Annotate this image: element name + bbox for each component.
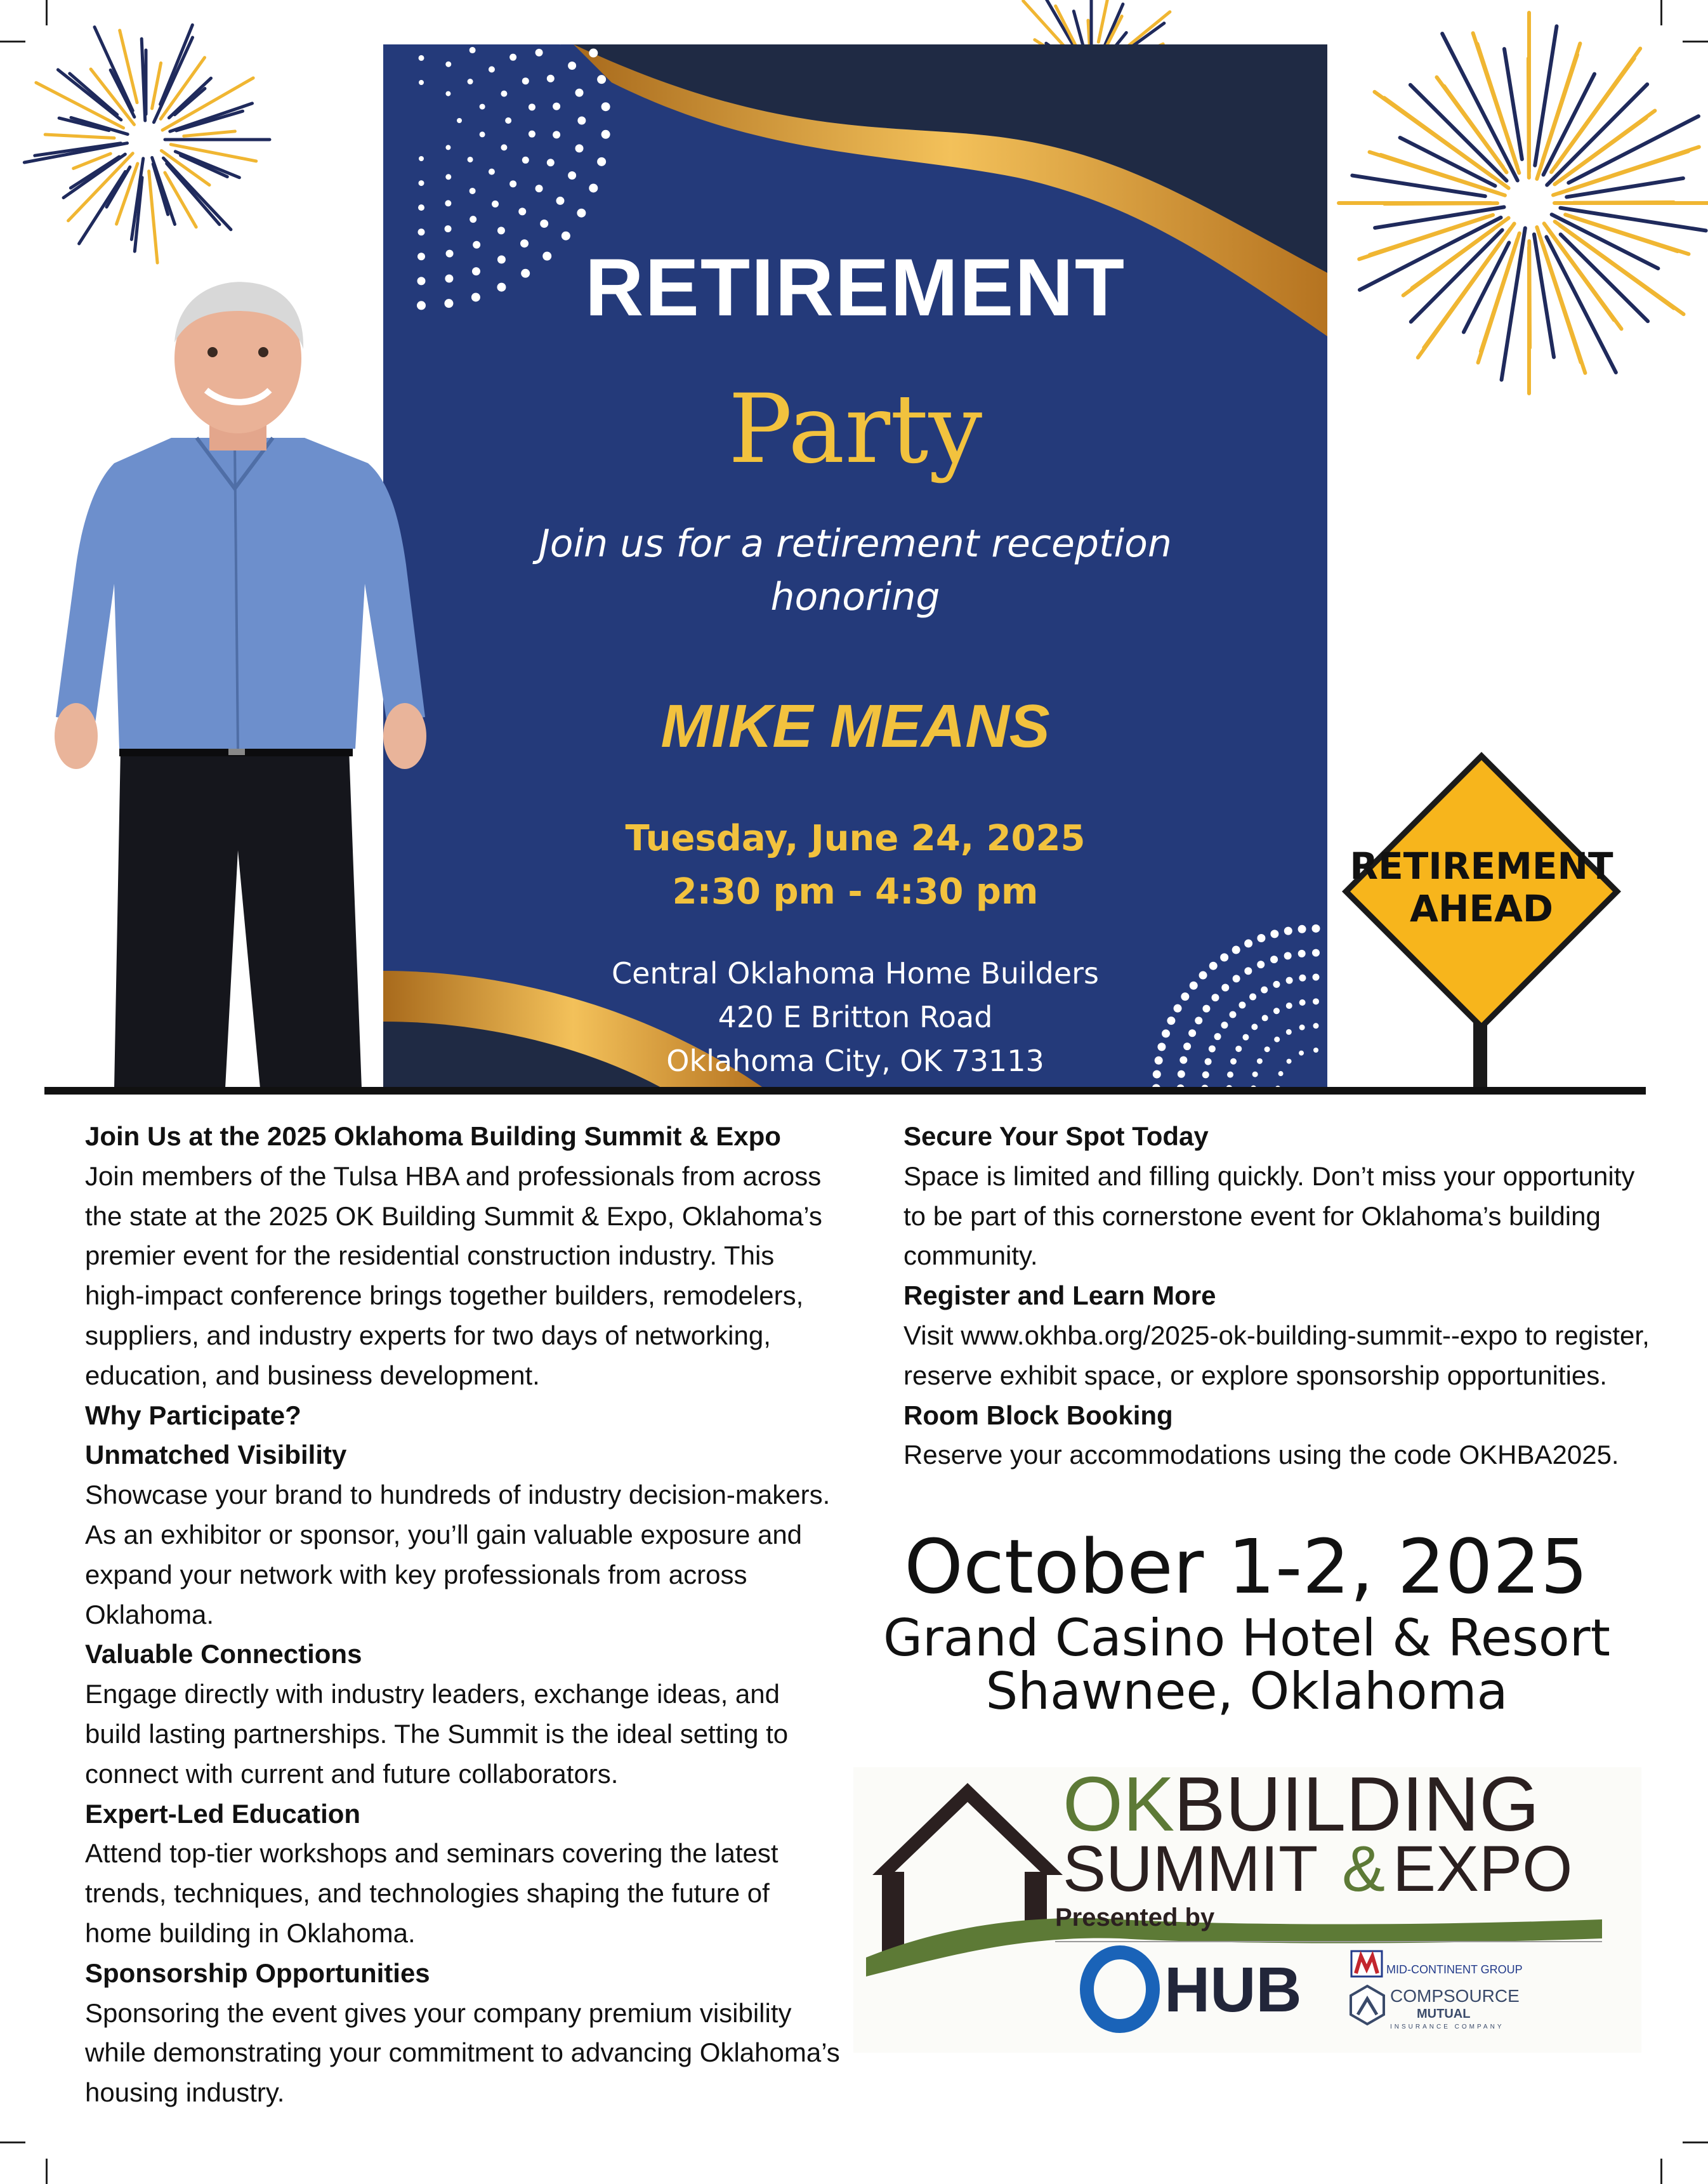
flyer-dot [1312, 924, 1320, 933]
flyer-dot [489, 169, 495, 175]
firework-ray [45, 135, 114, 138]
firework-burst-left [13, 13, 279, 279]
flyer-dot [518, 207, 526, 215]
flyer-dot [529, 131, 535, 138]
flyer-dot [501, 91, 507, 97]
firework-ray [152, 63, 161, 109]
section-heading: Join Us at the 2025 Oklahoma Building Summit & Expo [85, 1121, 781, 1151]
flyer-dot [468, 157, 473, 162]
flyer-address [383, 952, 1327, 1083]
logo-expo: EXPO [1393, 1832, 1573, 1905]
flyer-dot [553, 131, 560, 138]
section-heading: Valuable Connections [85, 1639, 362, 1669]
flyer-dot [445, 91, 450, 96]
event-venue-name: Grand Casino Hotel & Resort [883, 1608, 1610, 1668]
flyer-dot [577, 117, 586, 125]
flyer-subtitle: Party [728, 374, 983, 485]
firework-ray [184, 131, 235, 136]
compsource-insurance: INSURANCE COMPANY [1390, 2023, 1504, 2030]
firework-ray [171, 145, 256, 161]
event-venue [876, 1608, 1618, 1721]
event-venue-city: Shawnee, Oklahoma [985, 1662, 1508, 1721]
flyer-dot [509, 180, 516, 187]
firework-ray [161, 25, 193, 104]
flyer-time: 2:30 pm - 4:30 pm [672, 871, 1039, 912]
flyer-dot [497, 227, 505, 234]
mid-continent-name: MID-CONTINENT GROUP [1386, 1963, 1523, 1976]
ok-building-summit-logo [853, 1767, 1641, 2053]
event-dates: October 1-2, 2025 [904, 1523, 1588, 1610]
compsource-name: COMPSOURCE [1390, 1986, 1520, 2006]
flyer-dot [575, 89, 584, 97]
section-divider [44, 1087, 1646, 1095]
section-body: Showcase your brand to hundreds of industry decision-makers. As an exhibitor or sponsor, you’ll gain valuable exposure and expand your network with key professionals from across Oklahoma. [85, 1480, 831, 1629]
flyer-datetime [383, 812, 1327, 919]
flyer-dot [457, 118, 462, 123]
firework-ray [1481, 239, 1517, 352]
flyer-dot [1257, 934, 1265, 942]
firework-ray [1352, 176, 1485, 197]
section-heading: Register and Learn More [903, 1280, 1216, 1311]
left-column [85, 1117, 840, 2113]
section-body: Reserve your accommodations using the code OKHBA2025. [903, 1440, 1619, 1470]
flyer-dot [492, 201, 499, 207]
flyer-dot [1244, 939, 1252, 947]
sign-line1: RETIREMENT [1350, 845, 1613, 888]
honoree-name: MIKE MEANS [660, 692, 1050, 760]
flyer-dot [553, 103, 560, 110]
firework-ray [1573, 202, 1674, 203]
retirement-ahead-sign [1339, 749, 1624, 1091]
firework-ray [176, 111, 243, 131]
section-body: Visit www.okhba.org/2025-ok-building-summit--expo to register, reserve exhibit space, or explore sponsorship opportunities. [903, 1320, 1650, 1390]
flyer-dot [445, 225, 452, 232]
flyer-date: Tuesday, June 24, 2025 [625, 818, 1086, 859]
flyer-dot [419, 55, 424, 61]
flyer-dot [418, 228, 425, 235]
flyer-dot [419, 156, 424, 161]
flyer-venue-name: Central Oklahoma Home Builders [612, 956, 1099, 990]
flyer-dot [556, 197, 564, 205]
flyer-dot [1284, 927, 1292, 935]
crop-mark [1683, 2141, 1708, 2143]
flyer-dot [1270, 930, 1278, 938]
hub-wordmark: HUB [1164, 1954, 1302, 2025]
flyer-dot [522, 77, 529, 84]
flyer-dot [480, 131, 485, 137]
right-column [903, 1117, 1659, 1475]
firework-ray [107, 167, 130, 207]
section-heading: Sponsorship Opportunities [85, 1957, 430, 1988]
flyer-dot [529, 103, 535, 110]
firework-ray [1567, 178, 1683, 197]
firework-burst-right [1320, 0, 1708, 508]
logo-building: BUILDING [1174, 1767, 1540, 1847]
flyer-dot [480, 104, 485, 110]
flyer-dot [1298, 925, 1306, 933]
section-heading: Expert-Led Education [85, 1798, 361, 1829]
flyer-dot [589, 49, 598, 58]
flyer-dot [470, 47, 476, 53]
crop-mark [0, 2141, 25, 2143]
flyer-dot [522, 157, 529, 164]
section-body: Sponsoring the event gives your company premium visibility while demonstrating your commitment to advancing Oklahoma’s housing industry. [85, 1997, 840, 2108]
honoree-photo [44, 279, 438, 1088]
firework-ray [1477, 44, 1517, 167]
flyer-venue-city: Oklahoma City, OK 73113 [666, 1044, 1044, 1078]
retirement-flyer [383, 44, 1327, 1088]
crop-mark [1660, 2159, 1662, 2184]
flyer-invite-line: honoring [770, 575, 940, 619]
flyer-dot [535, 49, 543, 56]
logo-presented-by: Presented by [1055, 1904, 1215, 1931]
flyer-dot [470, 188, 476, 194]
flyer-venue-street: 420 E Britton Road [718, 1000, 993, 1034]
flyer-dot [547, 75, 555, 82]
firework-ray [1504, 49, 1522, 159]
section-heading: Why Participate? [85, 1400, 301, 1430]
flyer-dot [562, 232, 570, 240]
flyer-title: RETIREMENT [585, 242, 1126, 333]
flyer-dot [489, 66, 495, 72]
flyer-dot [419, 80, 424, 85]
flyer-dot [445, 200, 451, 206]
logo-ok: OK [1063, 1767, 1175, 1847]
flyer-invite [383, 517, 1327, 624]
flyer-dot [601, 130, 610, 139]
section-heading: Unmatched Visibility [85, 1440, 347, 1470]
section-body: Join members of the Tulsa HBA and professionals from across the state at the 2025 OK Building Summit & Expo, Oklahoma’s premier event for the residential construction industry. This high-impact conference brings together builders, remodelers, suppliers, and industry experts for two days of networking, education, and business development. [85, 1161, 822, 1390]
flyer-dot [470, 216, 476, 223]
flyer-dot [445, 174, 451, 180]
flyer-dot [418, 204, 424, 211]
flyer-dot [568, 62, 576, 70]
flyer-dot [597, 75, 606, 84]
flyer-dot [501, 144, 507, 150]
compsource-mutual: MUTUAL [1417, 2007, 1471, 2021]
flyer-dot [547, 159, 555, 166]
flyer-dot [509, 54, 516, 61]
flyer-dot [601, 102, 610, 111]
flyer-dot [540, 220, 548, 228]
flyer-dot [568, 171, 576, 180]
firework-ray [1411, 230, 1502, 322]
section-body: Attend top-tier workshops and seminars covering the latest trends, techniques, and technologies shaping the future of home building in Oklahoma. [85, 1838, 778, 1948]
section-body: Engage directly with industry leaders, exchange ideas, and build lasting partnerships. The Summit is the ideal setting to connect with current and future collaborators. [85, 1679, 789, 1789]
section-body: Space is limited and filling quickly. Don’t miss your opportunity to be part of this cornerstone event for Oklahoma’s building community. [903, 1161, 1635, 1271]
flyer-dot [445, 62, 451, 67]
flyer-dot [575, 144, 584, 152]
crop-mark [46, 2159, 48, 2184]
flyer-dot [419, 180, 424, 186]
logo-ampersand: & [1342, 1832, 1386, 1905]
flyer-dot [445, 145, 450, 150]
firework-ray [149, 171, 157, 263]
firework-ray [181, 155, 228, 177]
flyer-dot [589, 183, 598, 192]
flyer-dot [505, 117, 511, 124]
sign-line2: AHEAD [1409, 887, 1554, 930]
flyer-dot [535, 185, 543, 192]
section-heading: Room Block Booking [903, 1400, 1173, 1430]
logo-summit: SUMMIT [1063, 1832, 1318, 1905]
flyer-dot [597, 157, 606, 166]
section-heading: Secure Your Spot Today [903, 1121, 1209, 1151]
flyer-dot [577, 209, 586, 218]
flyer-dot [468, 79, 473, 84]
flyer-invite-line: Join us for a retirement reception [539, 522, 1172, 566]
